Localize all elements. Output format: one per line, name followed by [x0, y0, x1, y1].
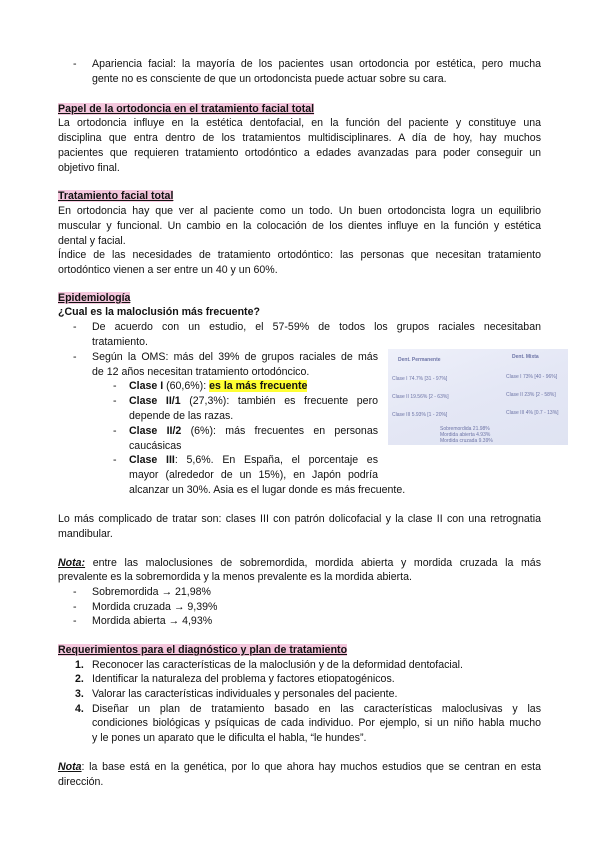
paragraph-line: de 12 años necesitan tratamiento ortodóncico.	[92, 366, 310, 378]
list-item: Sobremordida → 21,98%	[92, 586, 211, 598]
paragraph-line: pacientes que requieren tratamiento ortodóntico a edades avanzadas para poder conseguir un	[58, 147, 541, 159]
slide-mixed-title: Dent. Mixta	[512, 354, 539, 360]
list-item: Valorar las características individuales y personales del paciente.	[92, 688, 398, 700]
list-number: 2.	[75, 673, 84, 685]
list-item: Mordida abierta → 4,93%	[92, 615, 213, 627]
slide-extra: Sobremordida 21.98%	[440, 426, 490, 432]
paragraph-line: alcanzar un 30%. Asia es el lugar donde es más frecuente.	[129, 484, 406, 496]
bullet-dash: -	[73, 586, 77, 598]
list-item: Identificar la naturaleza del problema y factores etiopatogénicos.	[92, 673, 395, 685]
section-heading-epidemiologia: Epidemiología	[58, 292, 131, 304]
paragraph-line: Lo más complicado de tratar son: clases III con patrón dolicofacial y la clase II con una retrognatia	[58, 513, 541, 525]
paragraph-line: Apariencia facial: la mayoría de los pacientes usan ortodoncia por estética, pero mucha	[92, 58, 541, 70]
list-number: 4.	[75, 703, 84, 715]
section-heading-requerimientos: Requerimientos para el diagnóstico y plan de tratamiento	[58, 644, 348, 656]
list-item: Diseñar un plan de tratamiento basado en las características maloclusivas y las	[92, 703, 541, 715]
bullet-dash: -	[73, 351, 77, 363]
paragraph-line: depende de las razas.	[129, 410, 234, 422]
slide-row: Clase III 5.93% [1 - 20%]	[392, 412, 448, 418]
section-heading-papel: Papel de la ortodoncia en el tratamiento facial total	[58, 103, 315, 115]
class-i-line: Clase I (60,6%): es la más frecuente	[129, 380, 308, 392]
list-item: Mordida cruzada → 9,39%	[92, 601, 218, 613]
list-number: 3.	[75, 688, 84, 700]
slide-row: Clase II 19.56% [2 - 63%]	[392, 394, 449, 400]
paragraph-line: prevalente es la sobremordida y la menos prevalente es la mordida abierta.	[58, 571, 412, 583]
class-iii-line: Clase III: 5,6%. En España, el porcentaje es	[129, 454, 379, 466]
section-heading-tratamiento: Tratamiento facial total	[58, 190, 174, 202]
paragraph-line: La ortodoncia influye en la estética dentofacial, en la función del paciente y constituye una	[58, 117, 541, 129]
paragraph-line: caucásicas	[129, 440, 182, 452]
paragraph-line: ortodóntico vienen a ser entre un 40 y un 60%.	[58, 264, 278, 276]
class-ii1-line: Clase II/1 (27,3%): también es frecuente pero	[129, 395, 378, 407]
list-number: 1.	[75, 659, 84, 671]
paragraph-line: muscular y funcional. Un cambio en la colocación de los dientes influye en la función y estética	[58, 220, 541, 232]
slide-row: Clase I 73% [40 - 96%]	[506, 374, 558, 380]
nota-line: Nota: entre las maloclusiones de sobremordida, mordida abierta y mordida cruzada la más	[58, 557, 541, 569]
slide-extra: Mordida cruzada 9.39%	[440, 438, 493, 444]
paragraph-line: mayor (alrededor de un 15%), en Japón podría	[129, 469, 378, 481]
paragraph-line: dental y facial.	[58, 235, 126, 247]
bullet-dash: -	[73, 601, 77, 613]
slide-perm-title: Dent. Permanente	[398, 357, 441, 363]
bullet-dash: -	[113, 380, 117, 392]
paragraph-line: disciplina que entra dentro de los tratamientos multidisciplinares. A día de hoy, hay muchos	[58, 132, 541, 144]
slide-photo	[388, 349, 568, 445]
bullet-dash: -	[113, 454, 117, 466]
paragraph-line: Según la OMS: más del 39% de grupos raciales de más	[92, 351, 378, 363]
question-heading: ¿Cual es la maloclusión más frecuente?	[58, 306, 260, 318]
bullet-dash: -	[113, 395, 117, 407]
paragraph-line: objetivo final.	[58, 162, 120, 174]
bullet-dash: -	[73, 321, 77, 333]
bullet-dash: -	[73, 615, 77, 627]
slide-row: Clase I 74.7% [31 - 97%]	[392, 376, 448, 382]
class-ii2-line: Clase II/2 (6%): más frecuentes en personas	[129, 425, 379, 437]
list-item: condiciones biológicas y psíquicas de cada individuo. Por ejemplo, si un niño habla mucho	[92, 717, 541, 729]
nota-label: Nota:	[58, 557, 86, 569]
paragraph-line: Índice de las necesidades de tratamiento ortodóntico: las personas que necesitan tratamiento	[58, 249, 541, 261]
paragraph-line: De acuerdo con un estudio, el 57-59% de todos los grupos raciales necesitaban	[92, 321, 541, 333]
slide-row: Clase III 4% [0.7 - 13%]	[506, 410, 559, 416]
paragraph-line: tratamiento.	[92, 336, 148, 348]
paragraph-line: dirección.	[58, 776, 104, 788]
paragraph-line: mandibular.	[58, 528, 113, 540]
paragraph-line: En ortodoncia hay que ver al paciente como un todo. Un buen ortodoncista logra un equilibrio	[58, 205, 541, 217]
slide-extra: Mordida abierta 4.93%	[440, 432, 491, 438]
bullet-dash: -	[73, 58, 77, 70]
paragraph-line: gente no es consciente de que un ortodoncista puede actuar sobre su cara.	[92, 73, 447, 85]
nota-line: Nota: la base está en la genética, por lo que ahora hay muchos estudios que se centran en esta	[58, 761, 541, 773]
nota-label: Nota	[58, 761, 82, 773]
list-item: Reconocer las características de la maloclusión y de la deformidad dentofacial.	[92, 659, 463, 671]
slide-row: Clase II 23% [2 - 58%]	[506, 392, 556, 398]
bullet-dash: -	[113, 425, 117, 437]
list-item: y le pones un aparato que le dificulta el habla, “le hundes”.	[92, 732, 367, 744]
